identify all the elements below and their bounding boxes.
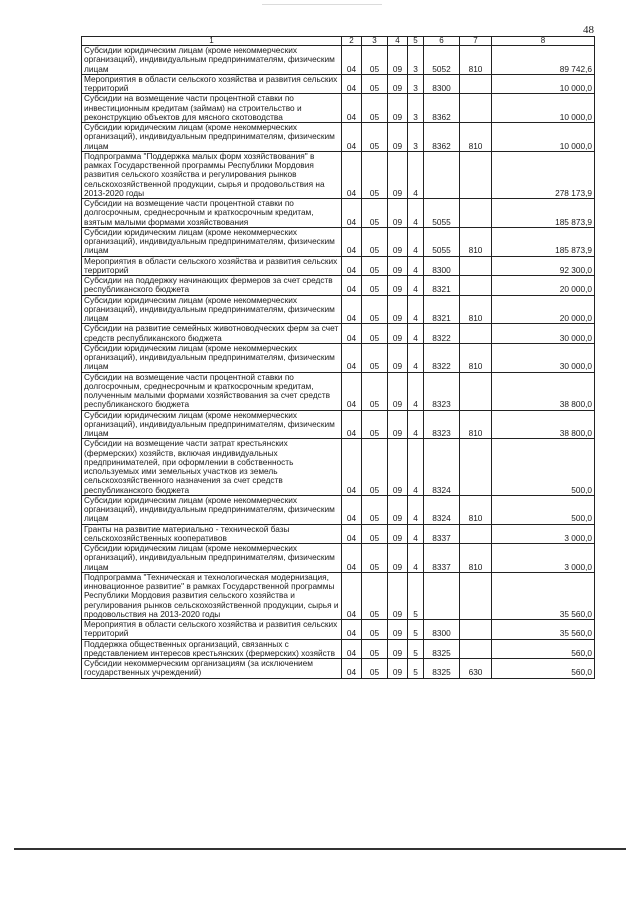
table-row xyxy=(82,544,595,573)
target-item-code: 8324 xyxy=(424,439,460,496)
subsection-code: 05 xyxy=(362,410,388,439)
expense-type-code xyxy=(460,276,492,296)
expense-type-code xyxy=(460,639,492,659)
expense-type-code xyxy=(460,572,492,619)
expense-type-code: 810 xyxy=(460,544,492,573)
table-row xyxy=(82,524,595,544)
expense-type-code: 810 xyxy=(460,410,492,439)
program-code: 09 xyxy=(388,256,408,276)
expense-type-code xyxy=(460,324,492,344)
target-item-code: 8362 xyxy=(424,123,460,152)
row-description: Мероприятия в области сельского хозяйства и развития сельских территорий xyxy=(82,256,342,276)
column-header: 5 xyxy=(408,37,424,46)
subsection-code: 05 xyxy=(362,372,388,410)
target-item-code: 8322 xyxy=(424,343,460,372)
row-description: Субсидии юридическим лицам (кроме некоммерческих организаций), индивидуальным предпринимателям, физическим лицам xyxy=(82,295,342,324)
target-item-code: 5055 xyxy=(424,227,460,256)
scan-bottom-rule xyxy=(14,848,626,850)
subprogram-code: 5 xyxy=(408,620,424,640)
table-row xyxy=(82,151,595,198)
row-description: Субсидии юридическим лицам (кроме некоммерческих организаций), индивидуальным предпринимателям, физическим лицам xyxy=(82,343,342,372)
target-item-code: 8325 xyxy=(424,639,460,659)
expense-type-code xyxy=(460,199,492,228)
target-item-code: 8325 xyxy=(424,659,460,679)
row-amount: 20 000,0 xyxy=(492,295,595,324)
subsection-code: 05 xyxy=(362,324,388,344)
subsection-code: 05 xyxy=(362,123,388,152)
row-description: Субсидии юридическим лицам (кроме некоммерческих организаций), индивидуальным предпринимателям, физическим лицам xyxy=(82,410,342,439)
row-description: Субсидии юридическим лицам (кроме некоммерческих организаций), индивидуальным предпринимателям, физическим лицам xyxy=(82,227,342,256)
target-item-code: 8300 xyxy=(424,256,460,276)
subprogram-code: 4 xyxy=(408,495,424,524)
subsection-code: 05 xyxy=(362,46,388,75)
table-row xyxy=(82,295,595,324)
subsection-code: 05 xyxy=(362,495,388,524)
row-amount: 3 000,0 xyxy=(492,524,595,544)
row-amount: 10 000,0 xyxy=(492,123,595,152)
row-amount: 35 560,0 xyxy=(492,620,595,640)
subprogram-code: 3 xyxy=(408,74,424,94)
row-description: Субсидии юридическим лицам (кроме некоммерческих организаций), индивидуальным предпринимателям, физическим лицам xyxy=(82,123,342,152)
row-description: Гранты на развитие материально - технической базы сельскохозяйственных кооперативов xyxy=(82,524,342,544)
expense-type-code xyxy=(460,94,492,123)
expense-type-code xyxy=(460,256,492,276)
section-code: 04 xyxy=(342,74,362,94)
table-row xyxy=(82,94,595,123)
program-code: 09 xyxy=(388,94,408,123)
section-code: 04 xyxy=(342,639,362,659)
table-row xyxy=(82,572,595,619)
table-row xyxy=(82,227,595,256)
table-row xyxy=(82,324,595,344)
program-code: 09 xyxy=(388,620,408,640)
column-header: 4 xyxy=(388,37,408,46)
row-amount: 185 873,9 xyxy=(492,227,595,256)
target-item-code xyxy=(424,151,460,198)
table-row xyxy=(82,256,595,276)
program-code: 09 xyxy=(388,123,408,152)
subsection-code: 05 xyxy=(362,439,388,496)
row-amount: 30 000,0 xyxy=(492,343,595,372)
section-code: 04 xyxy=(342,151,362,198)
budget-table xyxy=(81,36,595,679)
table-row xyxy=(82,439,595,496)
subsection-code: 05 xyxy=(362,227,388,256)
row-description: Подпрограмма "Техническая и технологическая модернизация, инновационное развитие" в рамках Государственной программы Республики Мордовия развития сельского хозяйства и регулирования рынков сельскохозяйственной продукции, сырья и продовольствия на 2013-2020 годы xyxy=(82,572,342,619)
row-description: Субсидии некоммерческим организациям (за исключением государственных учреждений) xyxy=(82,659,342,679)
subprogram-code: 4 xyxy=(408,372,424,410)
subprogram-code: 4 xyxy=(408,295,424,324)
program-code: 09 xyxy=(388,572,408,619)
target-item-code: 8321 xyxy=(424,276,460,296)
expense-type-code xyxy=(460,439,492,496)
subprogram-code: 4 xyxy=(408,227,424,256)
table-row xyxy=(82,495,595,524)
row-amount: 20 000,0 xyxy=(492,276,595,296)
subprogram-code: 4 xyxy=(408,324,424,344)
section-code: 04 xyxy=(342,659,362,679)
table-row xyxy=(82,343,595,372)
subprogram-code: 4 xyxy=(408,524,424,544)
row-description: Субсидии на поддержку начинающих фермеров за счет средств республиканского бюджета xyxy=(82,276,342,296)
program-code: 09 xyxy=(388,372,408,410)
section-code: 04 xyxy=(342,256,362,276)
table-row xyxy=(82,74,595,94)
subprogram-code: 4 xyxy=(408,544,424,573)
table-row xyxy=(82,620,595,640)
program-code: 09 xyxy=(388,276,408,296)
program-code: 09 xyxy=(388,495,408,524)
row-amount: 500,0 xyxy=(492,439,595,496)
row-amount: 38 800,0 xyxy=(492,372,595,410)
program-code: 09 xyxy=(388,151,408,198)
section-code: 04 xyxy=(342,295,362,324)
target-item-code: 8324 xyxy=(424,495,460,524)
target-item-code: 5052 xyxy=(424,46,460,75)
section-code: 04 xyxy=(342,410,362,439)
column-header: 3 xyxy=(362,37,388,46)
subprogram-code: 5 xyxy=(408,572,424,619)
column-header: 2 xyxy=(342,37,362,46)
table-row xyxy=(82,46,595,75)
subsection-code: 05 xyxy=(362,256,388,276)
table-row xyxy=(82,659,595,679)
target-item-code: 8323 xyxy=(424,372,460,410)
section-code: 04 xyxy=(342,46,362,75)
subsection-code: 05 xyxy=(362,276,388,296)
row-description: Мероприятия в области сельского хозяйства и развития сельских территорий xyxy=(82,74,342,94)
expense-type-code: 810 xyxy=(460,343,492,372)
table-row xyxy=(82,639,595,659)
row-amount: 10 000,0 xyxy=(492,74,595,94)
section-code: 04 xyxy=(342,620,362,640)
page-number: 48 xyxy=(583,24,594,36)
section-code: 04 xyxy=(342,123,362,152)
row-description: Субсидии на развитие семейных животноводческих ферм за счет средств республиканского бюджета xyxy=(82,324,342,344)
target-item-code: 8300 xyxy=(424,74,460,94)
row-description: Субсидии на возмещение части затрат крестьянских (фермерских) хозяйств, включая индивидуальных предпринимателей, при оформлении в собственность используемых ими земельных участков из земель сельскохозяйственного назначения за счет средств республиканского бюджета xyxy=(82,439,342,496)
subsection-code: 05 xyxy=(362,639,388,659)
program-code: 09 xyxy=(388,227,408,256)
row-amount: 10 000,0 xyxy=(492,94,595,123)
subsection-code: 05 xyxy=(362,94,388,123)
section-code: 04 xyxy=(342,94,362,123)
expense-type-code xyxy=(460,74,492,94)
expense-type-code: 810 xyxy=(460,295,492,324)
target-item-code: 8323 xyxy=(424,410,460,439)
row-amount: 89 742,6 xyxy=(492,46,595,75)
expense-type-code xyxy=(460,151,492,198)
table-row xyxy=(82,276,595,296)
subprogram-code: 4 xyxy=(408,256,424,276)
table-row xyxy=(82,410,595,439)
row-amount: 560,0 xyxy=(492,639,595,659)
subsection-code: 05 xyxy=(362,151,388,198)
section-code: 04 xyxy=(342,343,362,372)
target-item-code: 5055 xyxy=(424,199,460,228)
column-header: 8 xyxy=(492,37,595,46)
subsection-code: 05 xyxy=(362,74,388,94)
column-header: 7 xyxy=(460,37,492,46)
subsection-code: 05 xyxy=(362,343,388,372)
section-code: 04 xyxy=(342,372,362,410)
program-code: 09 xyxy=(388,410,408,439)
target-item-code: 8300 xyxy=(424,620,460,640)
subsection-code: 05 xyxy=(362,199,388,228)
table-row xyxy=(82,199,595,228)
subsection-code: 05 xyxy=(362,659,388,679)
table-body xyxy=(82,46,595,679)
row-amount: 35 560,0 xyxy=(492,572,595,619)
row-amount: 92 300,0 xyxy=(492,256,595,276)
program-code: 09 xyxy=(388,639,408,659)
row-description: Поддержка общественных организаций, связанных с представлением интересов крестьянских (фермерских) хозяйств xyxy=(82,639,342,659)
subprogram-code: 4 xyxy=(408,343,424,372)
program-code: 09 xyxy=(388,343,408,372)
expense-type-code xyxy=(460,524,492,544)
row-amount: 500,0 xyxy=(492,495,595,524)
subprogram-code: 4 xyxy=(408,410,424,439)
program-code: 09 xyxy=(388,74,408,94)
row-description: Субсидии юридическим лицам (кроме некоммерческих организаций), индивидуальным предпринимателям, физическим лицам xyxy=(82,495,342,524)
row-description: Подпрограмма "Поддержка малых форм хозяйствования" в рамках Государственной программы Республики Мордовия развития сельского хозяйства и регулирования рынков сельскохозяйственной продукции, сырья и продовольствия на 2013-2020 годы xyxy=(82,151,342,198)
column-header: 6 xyxy=(424,37,460,46)
row-description: Мероприятия в области сельского хозяйства и развития сельских территорий xyxy=(82,620,342,640)
section-code: 04 xyxy=(342,324,362,344)
row-amount: 3 000,0 xyxy=(492,544,595,573)
subprogram-code: 3 xyxy=(408,94,424,123)
target-item-code: 8337 xyxy=(424,544,460,573)
row-description: Субсидии на возмещение части процентной ставки по долгосрочным, среднесрочным и краткосрочным кредитам, полученным малыми формами хозяйствования за счет средств республиканского бюджета xyxy=(82,372,342,410)
target-item-code: 8362 xyxy=(424,94,460,123)
expense-type-code: 810 xyxy=(460,227,492,256)
program-code: 09 xyxy=(388,544,408,573)
subsection-code: 05 xyxy=(362,620,388,640)
row-description: Субсидии на возмещение части процентной ставки по долгосрочным, среднесрочным и краткосрочным кредитам, взятым малыми формами хозяйствования xyxy=(82,199,342,228)
row-amount: 30 000,0 xyxy=(492,324,595,344)
subprogram-code: 4 xyxy=(408,276,424,296)
row-amount: 185 873,9 xyxy=(492,199,595,228)
row-amount: 278 173,9 xyxy=(492,151,595,198)
section-code: 04 xyxy=(342,544,362,573)
expense-type-code: 630 xyxy=(460,659,492,679)
subsection-code: 05 xyxy=(362,524,388,544)
subprogram-code: 4 xyxy=(408,439,424,496)
target-item-code: 8321 xyxy=(424,295,460,324)
subsection-code: 05 xyxy=(362,572,388,619)
subprogram-code: 4 xyxy=(408,199,424,228)
section-code: 04 xyxy=(342,199,362,228)
section-code: 04 xyxy=(342,439,362,496)
subprogram-code: 5 xyxy=(408,659,424,679)
subprogram-code: 3 xyxy=(408,123,424,152)
section-code: 04 xyxy=(342,572,362,619)
program-code: 09 xyxy=(388,199,408,228)
expense-type-code xyxy=(460,620,492,640)
program-code: 09 xyxy=(388,659,408,679)
row-description: Субсидии юридическим лицам (кроме некоммерческих организаций), индивидуальным предпринимателям, физическим лицам xyxy=(82,544,342,573)
table-row xyxy=(82,123,595,152)
program-code: 09 xyxy=(388,46,408,75)
subsection-code: 05 xyxy=(362,295,388,324)
column-header: 1 xyxy=(82,37,342,46)
table-row xyxy=(82,372,595,410)
subprogram-code: 3 xyxy=(408,46,424,75)
row-amount: 38 800,0 xyxy=(492,410,595,439)
subprogram-code: 5 xyxy=(408,639,424,659)
scan-artifact-top xyxy=(262,4,382,5)
expense-type-code: 810 xyxy=(460,123,492,152)
expense-type-code: 810 xyxy=(460,46,492,75)
target-item-code xyxy=(424,572,460,619)
row-description: Субсидии юридическим лицам (кроме некоммерческих организаций), индивидуальным предпринимателям, физическим лицам xyxy=(82,46,342,75)
row-amount: 560,0 xyxy=(492,659,595,679)
section-code: 04 xyxy=(342,276,362,296)
target-item-code: 8337 xyxy=(424,524,460,544)
program-code: 09 xyxy=(388,295,408,324)
expense-type-code xyxy=(460,372,492,410)
expense-type-code: 810 xyxy=(460,495,492,524)
section-code: 04 xyxy=(342,495,362,524)
program-code: 09 xyxy=(388,524,408,544)
subsection-code: 05 xyxy=(362,544,388,573)
row-description: Субсидии на возмещение части процентной ставки по инвестиционным кредитам (займам) на строительство и реконструкцию объектов для мясного скотоводства xyxy=(82,94,342,123)
subprogram-code: 4 xyxy=(408,151,424,198)
program-code: 09 xyxy=(388,439,408,496)
target-item-code: 8322 xyxy=(424,324,460,344)
program-code: 09 xyxy=(388,324,408,344)
section-code: 04 xyxy=(342,524,362,544)
section-code: 04 xyxy=(342,227,362,256)
